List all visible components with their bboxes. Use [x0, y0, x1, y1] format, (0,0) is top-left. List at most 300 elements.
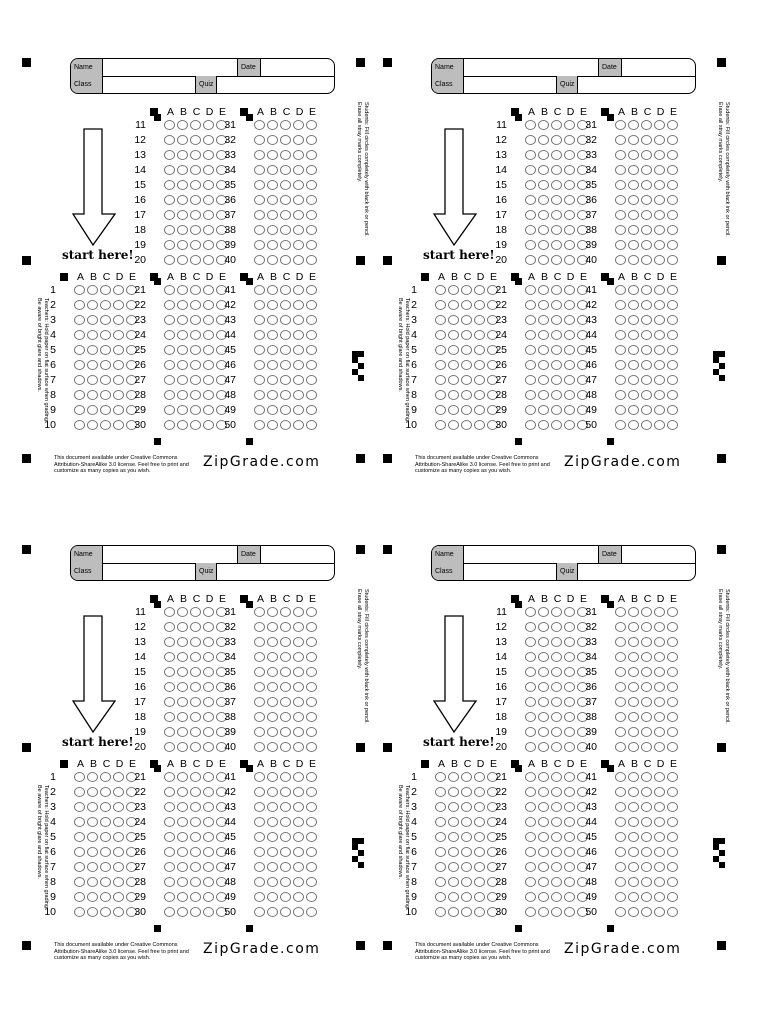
answer-bubble[interactable] — [564, 225, 575, 235]
answer-bubble[interactable] — [293, 607, 304, 617]
answer-bubble[interactable] — [538, 742, 549, 752]
answer-bubble[interactable] — [641, 877, 652, 887]
answer-bubble[interactable] — [628, 877, 639, 887]
answer-bubble[interactable] — [306, 285, 317, 295]
answer-bubble[interactable] — [190, 802, 201, 812]
answer-bubble[interactable] — [551, 712, 562, 722]
answer-bubble[interactable] — [551, 165, 562, 175]
answer-bubble[interactable] — [654, 390, 665, 400]
answer-bubble[interactable] — [267, 165, 278, 175]
answer-bubble[interactable] — [641, 315, 652, 325]
answer-bubble[interactable] — [254, 150, 265, 160]
answer-bubble[interactable] — [267, 315, 278, 325]
answer-bubble[interactable] — [293, 682, 304, 692]
answer-bubble[interactable] — [293, 817, 304, 827]
answer-bubble[interactable] — [551, 120, 562, 130]
answer-bubble[interactable] — [551, 817, 562, 827]
answer-bubble[interactable] — [564, 405, 575, 415]
answer-bubble[interactable] — [641, 907, 652, 917]
answer-bubble[interactable] — [654, 607, 665, 617]
answer-bubble[interactable] — [654, 787, 665, 797]
answer-bubble[interactable] — [667, 135, 678, 145]
answer-bubble[interactable] — [254, 195, 265, 205]
answer-bubble[interactable] — [641, 802, 652, 812]
answer-bubble[interactable] — [293, 330, 304, 340]
answer-bubble[interactable] — [628, 847, 639, 857]
answer-bubble[interactable] — [628, 772, 639, 782]
answer-bubble[interactable] — [293, 652, 304, 662]
answer-bubble[interactable] — [667, 330, 678, 340]
answer-bubble[interactable] — [87, 772, 98, 782]
answer-bubble[interactable] — [280, 150, 291, 160]
answer-bubble[interactable] — [280, 315, 291, 325]
answer-bubble[interactable] — [177, 652, 188, 662]
answer-bubble[interactable] — [564, 802, 575, 812]
answer-bubble[interactable] — [615, 877, 626, 887]
answer-bubble[interactable] — [203, 652, 214, 662]
answer-bubble[interactable] — [113, 817, 124, 827]
answer-bubble[interactable] — [448, 862, 459, 872]
answer-bubble[interactable] — [203, 405, 214, 415]
answer-bubble[interactable] — [177, 135, 188, 145]
answer-bubble[interactable] — [267, 637, 278, 647]
answer-bubble[interactable] — [254, 375, 265, 385]
answer-bubble[interactable] — [164, 195, 175, 205]
answer-bubble[interactable] — [448, 300, 459, 310]
answer-bubble[interactable] — [293, 802, 304, 812]
answer-bubble[interactable] — [538, 120, 549, 130]
answer-bubble[interactable] — [615, 120, 626, 130]
answer-bubble[interactable] — [203, 847, 214, 857]
answer-bubble[interactable] — [564, 420, 575, 430]
answer-bubble[interactable] — [306, 390, 317, 400]
answer-bubble[interactable] — [628, 330, 639, 340]
name-field[interactable] — [464, 546, 598, 563]
answer-bubble[interactable] — [280, 390, 291, 400]
answer-bubble[interactable] — [293, 375, 304, 385]
answer-bubble[interactable] — [254, 682, 265, 692]
answer-bubble[interactable] — [177, 390, 188, 400]
answer-bubble[interactable] — [306, 712, 317, 722]
answer-bubble[interactable] — [538, 817, 549, 827]
answer-bubble[interactable] — [100, 330, 111, 340]
answer-bubble[interactable] — [615, 375, 626, 385]
answer-bubble[interactable] — [628, 712, 639, 722]
answer-bubble[interactable] — [74, 877, 85, 887]
answer-bubble[interactable] — [654, 330, 665, 340]
answer-bubble[interactable] — [280, 375, 291, 385]
answer-bubble[interactable] — [628, 135, 639, 145]
answer-bubble[interactable] — [306, 907, 317, 917]
answer-bubble[interactable] — [293, 240, 304, 250]
answer-bubble[interactable] — [615, 390, 626, 400]
answer-bubble[interactable] — [564, 637, 575, 647]
answer-bubble[interactable] — [177, 712, 188, 722]
answer-bubble[interactable] — [564, 727, 575, 737]
answer-bubble[interactable] — [254, 165, 265, 175]
answer-bubble[interactable] — [641, 832, 652, 842]
answer-bubble[interactable] — [254, 697, 265, 707]
answer-bubble[interactable] — [641, 420, 652, 430]
answer-bubble[interactable] — [280, 652, 291, 662]
answer-bubble[interactable] — [641, 667, 652, 677]
answer-bubble[interactable] — [306, 787, 317, 797]
answer-bubble[interactable] — [87, 787, 98, 797]
answer-bubble[interactable] — [667, 727, 678, 737]
answer-bubble[interactable] — [280, 802, 291, 812]
quiz-field[interactable] — [578, 563, 695, 580]
answer-bubble[interactable] — [551, 877, 562, 887]
answer-bubble[interactable] — [254, 345, 265, 355]
answer-bubble[interactable] — [267, 135, 278, 145]
answer-bubble[interactable] — [293, 150, 304, 160]
date-field[interactable] — [622, 546, 695, 563]
answer-bubble[interactable] — [654, 892, 665, 902]
answer-bubble[interactable] — [551, 360, 562, 370]
answer-bubble[interactable] — [525, 652, 536, 662]
answer-bubble[interactable] — [525, 712, 536, 722]
answer-bubble[interactable] — [525, 622, 536, 632]
answer-bubble[interactable] — [164, 772, 175, 782]
answer-bubble[interactable] — [164, 225, 175, 235]
answer-bubble[interactable] — [538, 135, 549, 145]
answer-bubble[interactable] — [474, 847, 485, 857]
answer-bubble[interactable] — [641, 285, 652, 295]
answer-bubble[interactable] — [164, 637, 175, 647]
answer-bubble[interactable] — [164, 847, 175, 857]
answer-bubble[interactable] — [615, 330, 626, 340]
answer-bubble[interactable] — [254, 225, 265, 235]
answer-bubble[interactable] — [113, 802, 124, 812]
answer-bubble[interactable] — [203, 712, 214, 722]
answer-bubble[interactable] — [203, 772, 214, 782]
answer-bubble[interactable] — [564, 607, 575, 617]
answer-bubble[interactable] — [254, 135, 265, 145]
answer-bubble[interactable] — [564, 300, 575, 310]
answer-bubble[interactable] — [551, 802, 562, 812]
answer-bubble[interactable] — [628, 225, 639, 235]
answer-bubble[interactable] — [267, 892, 278, 902]
answer-bubble[interactable] — [306, 330, 317, 340]
answer-bubble[interactable] — [306, 892, 317, 902]
answer-bubble[interactable] — [190, 345, 201, 355]
answer-bubble[interactable] — [461, 832, 472, 842]
answer-bubble[interactable] — [293, 405, 304, 415]
answer-bubble[interactable] — [280, 697, 291, 707]
answer-bubble[interactable] — [293, 727, 304, 737]
answer-bubble[interactable] — [654, 360, 665, 370]
answer-bubble[interactable] — [667, 772, 678, 782]
answer-bubble[interactable] — [306, 742, 317, 752]
answer-bubble[interactable] — [203, 390, 214, 400]
answer-bubble[interactable] — [306, 652, 317, 662]
answer-bubble[interactable] — [190, 637, 201, 647]
answer-bubble[interactable] — [100, 862, 111, 872]
answer-bubble[interactable] — [641, 847, 652, 857]
answer-bubble[interactable] — [474, 877, 485, 887]
answer-bubble[interactable] — [525, 255, 536, 265]
answer-bubble[interactable] — [164, 210, 175, 220]
answer-bubble[interactable] — [177, 682, 188, 692]
answer-bubble[interactable] — [267, 225, 278, 235]
answer-bubble[interactable] — [564, 135, 575, 145]
answer-bubble[interactable] — [280, 195, 291, 205]
answer-bubble[interactable] — [177, 907, 188, 917]
answer-bubble[interactable] — [87, 892, 98, 902]
answer-bubble[interactable] — [667, 345, 678, 355]
answer-bubble[interactable] — [280, 892, 291, 902]
class-field[interactable] — [464, 76, 556, 93]
answer-bubble[interactable] — [203, 862, 214, 872]
answer-bubble[interactable] — [164, 240, 175, 250]
answer-bubble[interactable] — [667, 375, 678, 385]
answer-bubble[interactable] — [190, 135, 201, 145]
answer-bubble[interactable] — [306, 210, 317, 220]
answer-bubble[interactable] — [254, 907, 265, 917]
answer-bubble[interactable] — [525, 877, 536, 887]
answer-bubble[interactable] — [525, 405, 536, 415]
answer-bubble[interactable] — [641, 345, 652, 355]
answer-bubble[interactable] — [615, 652, 626, 662]
answer-bubble[interactable] — [293, 165, 304, 175]
answer-bubble[interactable] — [538, 285, 549, 295]
answer-bubble[interactable] — [306, 240, 317, 250]
answer-bubble[interactable] — [654, 315, 665, 325]
answer-bubble[interactable] — [615, 150, 626, 160]
answer-bubble[interactable] — [267, 802, 278, 812]
answer-bubble[interactable] — [190, 420, 201, 430]
answer-bubble[interactable] — [667, 225, 678, 235]
answer-bubble[interactable] — [667, 787, 678, 797]
answer-bubble[interactable] — [628, 622, 639, 632]
answer-bubble[interactable] — [654, 195, 665, 205]
answer-bubble[interactable] — [538, 300, 549, 310]
answer-bubble[interactable] — [667, 405, 678, 415]
quiz-field[interactable] — [578, 76, 695, 93]
answer-bubble[interactable] — [306, 345, 317, 355]
answer-bubble[interactable] — [306, 195, 317, 205]
answer-bubble[interactable] — [280, 622, 291, 632]
answer-bubble[interactable] — [280, 285, 291, 295]
answer-bubble[interactable] — [74, 420, 85, 430]
answer-bubble[interactable] — [435, 285, 446, 295]
answer-bubble[interactable] — [177, 120, 188, 130]
answer-bubble[interactable] — [280, 667, 291, 677]
answer-bubble[interactable] — [564, 682, 575, 692]
answer-bubble[interactable] — [74, 787, 85, 797]
answer-bubble[interactable] — [293, 637, 304, 647]
answer-bubble[interactable] — [538, 420, 549, 430]
answer-bubble[interactable] — [538, 360, 549, 370]
answer-bubble[interactable] — [628, 667, 639, 677]
answer-bubble[interactable] — [306, 120, 317, 130]
answer-bubble[interactable] — [190, 315, 201, 325]
answer-bubble[interactable] — [190, 712, 201, 722]
answer-bubble[interactable] — [551, 150, 562, 160]
answer-bubble[interactable] — [641, 712, 652, 722]
answer-bubble[interactable] — [525, 225, 536, 235]
answer-bubble[interactable] — [293, 210, 304, 220]
answer-bubble[interactable] — [564, 330, 575, 340]
answer-bubble[interactable] — [667, 240, 678, 250]
answer-bubble[interactable] — [641, 165, 652, 175]
answer-bubble[interactable] — [551, 330, 562, 340]
answer-bubble[interactable] — [615, 637, 626, 647]
answer-bubble[interactable] — [551, 345, 562, 355]
answer-bubble[interactable] — [100, 832, 111, 842]
answer-bubble[interactable] — [564, 697, 575, 707]
answer-bubble[interactable] — [177, 742, 188, 752]
answer-bubble[interactable] — [641, 360, 652, 370]
answer-bubble[interactable] — [306, 862, 317, 872]
answer-bubble[interactable] — [667, 742, 678, 752]
answer-bubble[interactable] — [615, 682, 626, 692]
answer-bubble[interactable] — [461, 847, 472, 857]
answer-bubble[interactable] — [203, 135, 214, 145]
answer-bubble[interactable] — [667, 300, 678, 310]
answer-bubble[interactable] — [74, 862, 85, 872]
answer-bubble[interactable] — [525, 847, 536, 857]
answer-bubble[interactable] — [628, 787, 639, 797]
answer-bubble[interactable] — [190, 195, 201, 205]
answer-bubble[interactable] — [461, 300, 472, 310]
answer-bubble[interactable] — [641, 210, 652, 220]
answer-bubble[interactable] — [177, 772, 188, 782]
answer-bubble[interactable] — [177, 330, 188, 340]
answer-bubble[interactable] — [177, 622, 188, 632]
answer-bubble[interactable] — [667, 817, 678, 827]
answer-bubble[interactable] — [293, 892, 304, 902]
answer-bubble[interactable] — [254, 742, 265, 752]
answer-bubble[interactable] — [667, 802, 678, 812]
answer-bubble[interactable] — [564, 862, 575, 872]
answer-bubble[interactable] — [267, 300, 278, 310]
answer-bubble[interactable] — [177, 787, 188, 797]
answer-bubble[interactable] — [538, 697, 549, 707]
answer-bubble[interactable] — [564, 667, 575, 677]
answer-bubble[interactable] — [615, 817, 626, 827]
answer-bubble[interactable] — [177, 862, 188, 872]
answer-bubble[interactable] — [564, 255, 575, 265]
answer-bubble[interactable] — [100, 877, 111, 887]
answer-bubble[interactable] — [306, 135, 317, 145]
answer-bubble[interactable] — [254, 892, 265, 902]
answer-bubble[interactable] — [203, 165, 214, 175]
answer-bubble[interactable] — [164, 285, 175, 295]
answer-bubble[interactable] — [564, 195, 575, 205]
answer-bubble[interactable] — [525, 300, 536, 310]
answer-bubble[interactable] — [435, 772, 446, 782]
answer-bubble[interactable] — [113, 772, 124, 782]
answer-bubble[interactable] — [203, 832, 214, 842]
answer-bubble[interactable] — [448, 330, 459, 340]
answer-bubble[interactable] — [525, 210, 536, 220]
answer-bubble[interactable] — [100, 420, 111, 430]
answer-bubble[interactable] — [267, 787, 278, 797]
answer-bubble[interactable] — [164, 877, 175, 887]
answer-bubble[interactable] — [280, 225, 291, 235]
answer-bubble[interactable] — [190, 180, 201, 190]
answer-bubble[interactable] — [190, 255, 201, 265]
answer-bubble[interactable] — [525, 637, 536, 647]
answer-bubble[interactable] — [267, 907, 278, 917]
answer-bubble[interactable] — [113, 360, 124, 370]
answer-bubble[interactable] — [177, 832, 188, 842]
answer-bubble[interactable] — [551, 667, 562, 677]
answer-bubble[interactable] — [177, 255, 188, 265]
answer-bubble[interactable] — [641, 637, 652, 647]
answer-bubble[interactable] — [551, 892, 562, 902]
answer-bubble[interactable] — [538, 907, 549, 917]
answer-bubble[interactable] — [628, 390, 639, 400]
answer-bubble[interactable] — [87, 315, 98, 325]
answer-bubble[interactable] — [615, 697, 626, 707]
answer-bubble[interactable] — [667, 907, 678, 917]
answer-bubble[interactable] — [654, 225, 665, 235]
answer-bubble[interactable] — [641, 787, 652, 797]
answer-bubble[interactable] — [74, 285, 85, 295]
answer-bubble[interactable] — [564, 622, 575, 632]
answer-bubble[interactable] — [100, 315, 111, 325]
answer-bubble[interactable] — [177, 667, 188, 677]
answer-bubble[interactable] — [628, 727, 639, 737]
answer-bubble[interactable] — [74, 832, 85, 842]
answer-bubble[interactable] — [203, 817, 214, 827]
answer-bubble[interactable] — [254, 817, 265, 827]
answer-bubble[interactable] — [293, 907, 304, 917]
answer-bubble[interactable] — [461, 877, 472, 887]
answer-bubble[interactable] — [190, 892, 201, 902]
answer-bubble[interactable] — [551, 390, 562, 400]
answer-bubble[interactable] — [551, 375, 562, 385]
answer-bubble[interactable] — [448, 772, 459, 782]
answer-bubble[interactable] — [448, 420, 459, 430]
answer-bubble[interactable] — [448, 817, 459, 827]
answer-bubble[interactable] — [203, 255, 214, 265]
answer-bubble[interactable] — [654, 240, 665, 250]
name-field[interactable] — [103, 546, 237, 563]
answer-bubble[interactable] — [654, 210, 665, 220]
answer-bubble[interactable] — [461, 817, 472, 827]
answer-bubble[interactable] — [164, 120, 175, 130]
answer-bubble[interactable] — [177, 180, 188, 190]
answer-bubble[interactable] — [254, 285, 265, 295]
answer-bubble[interactable] — [203, 120, 214, 130]
answer-bubble[interactable] — [525, 697, 536, 707]
answer-bubble[interactable] — [306, 405, 317, 415]
answer-bubble[interactable] — [628, 637, 639, 647]
answer-bubble[interactable] — [641, 727, 652, 737]
answer-bubble[interactable] — [538, 390, 549, 400]
answer-bubble[interactable] — [435, 787, 446, 797]
answer-bubble[interactable] — [203, 420, 214, 430]
answer-bubble[interactable] — [538, 652, 549, 662]
answer-bubble[interactable] — [628, 892, 639, 902]
answer-bubble[interactable] — [654, 742, 665, 752]
answer-bubble[interactable] — [177, 817, 188, 827]
answer-bubble[interactable] — [538, 225, 549, 235]
date-field[interactable] — [261, 59, 334, 76]
answer-bubble[interactable] — [280, 180, 291, 190]
answer-bubble[interactable] — [564, 285, 575, 295]
answer-bubble[interactable] — [254, 315, 265, 325]
answer-bubble[interactable] — [164, 787, 175, 797]
answer-bubble[interactable] — [474, 390, 485, 400]
answer-bubble[interactable] — [267, 712, 278, 722]
answer-bubble[interactable] — [654, 862, 665, 872]
answer-bubble[interactable] — [203, 802, 214, 812]
class-field[interactable] — [103, 563, 195, 580]
